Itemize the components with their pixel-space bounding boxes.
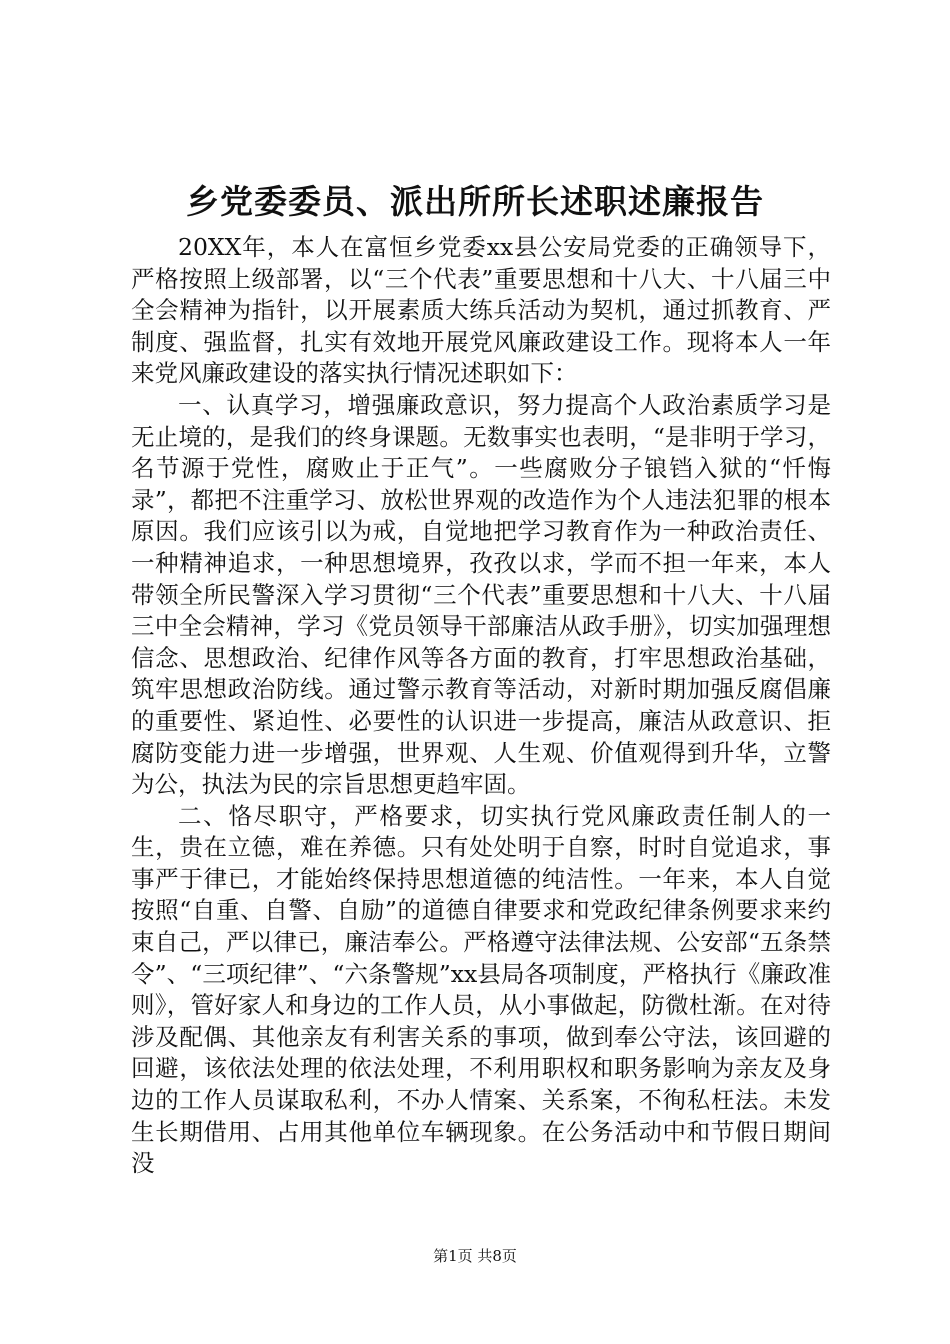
page-number-footer: 第1页 共8页 [433,1247,517,1265]
paragraph-intro: 20XX年，本人在富恒乡党委xx县公安局党委的正确领导下，严格按照上级部署，以“三个代表”重要思想和十八大、十八届三中全会精神为指针，以开展素质大练兵活动为契机，通过抓教育、严制度、强监督，扎实有效地开展党风廉政建设工作。现将本人一年来党风廉政建设的落实执行情况述职如下： [131,233,831,388]
document-title: 乡党委委员、派出所所长述职述廉报告 [186,182,764,221]
paragraph-section-two: 二、恪尽职守，严格要求，切实执行党风廉政责任制人的一生，贵在立德，难在养德。只有处处明于自察，时时自觉追求，事事严于律已，才能始终保持思想道德的纯洁性。一年来，本人自觉按照“自重、自警、自励”的道德自律要求和党政纪律条例要求来约束自己，严以律已，廉洁奉公。严格遵守法律法规、公安部“五条禁令”、“三项纪律”、“六条警规”xx县局各项制度，严格执行《廉政准则》，管好家人和身边的工作人员，从小事做起，防微杜渐。在对待涉及配偶、其他亲友有利害关系的事项，做到奉公守法，该回避的回避，该依法处理的依法处理，不利用职权和职务影响为亲友及身边的工作人员谋取私利，不办人情案、关系案，不徇私枉法。未发生长期借用、占用其他单位车辆现象。在公务活动中和节假日期间没 [131,801,831,1178]
document-body [131,232,831,1180]
paragraph-section-one: 一、认真学习，增强廉政意识，努力提高个人政治素质学习是无止境的，是我们的终身课题。无数事实也表明，“是非明于学习，名节源于党性，腐败止于正气”。一些腐败分子锒铛入狱的“忏悔录”，都把不注重学习、放松世界观的改造作为个人违法犯罪的根本原因。我们应该引以为戒，自觉地把学习教育作为一种政治责任、一种精神追求，一种思想境界，孜孜以求，学而不担一年来，本人带领全所民警深入学习贯彻“三个代表”重要思想和十八大、十八届三中全会精神，学习《党员领导干部廉洁从政手册》，切实加强理想信念、思想政治、纪律作风等各方面的教育，打牢思想政治基础，筑牢思想政治防线。通过警示教育等活动，对新时期加强反腐倡廉的重要性、紧迫性、必要性的认识进一步提高，廉洁从政意识、拒腐防变能力进一步增强，世界观、人生观、价值观得到升华，立警为公，执法为民的宗旨思想更趋牢固。 [131,390,831,799]
